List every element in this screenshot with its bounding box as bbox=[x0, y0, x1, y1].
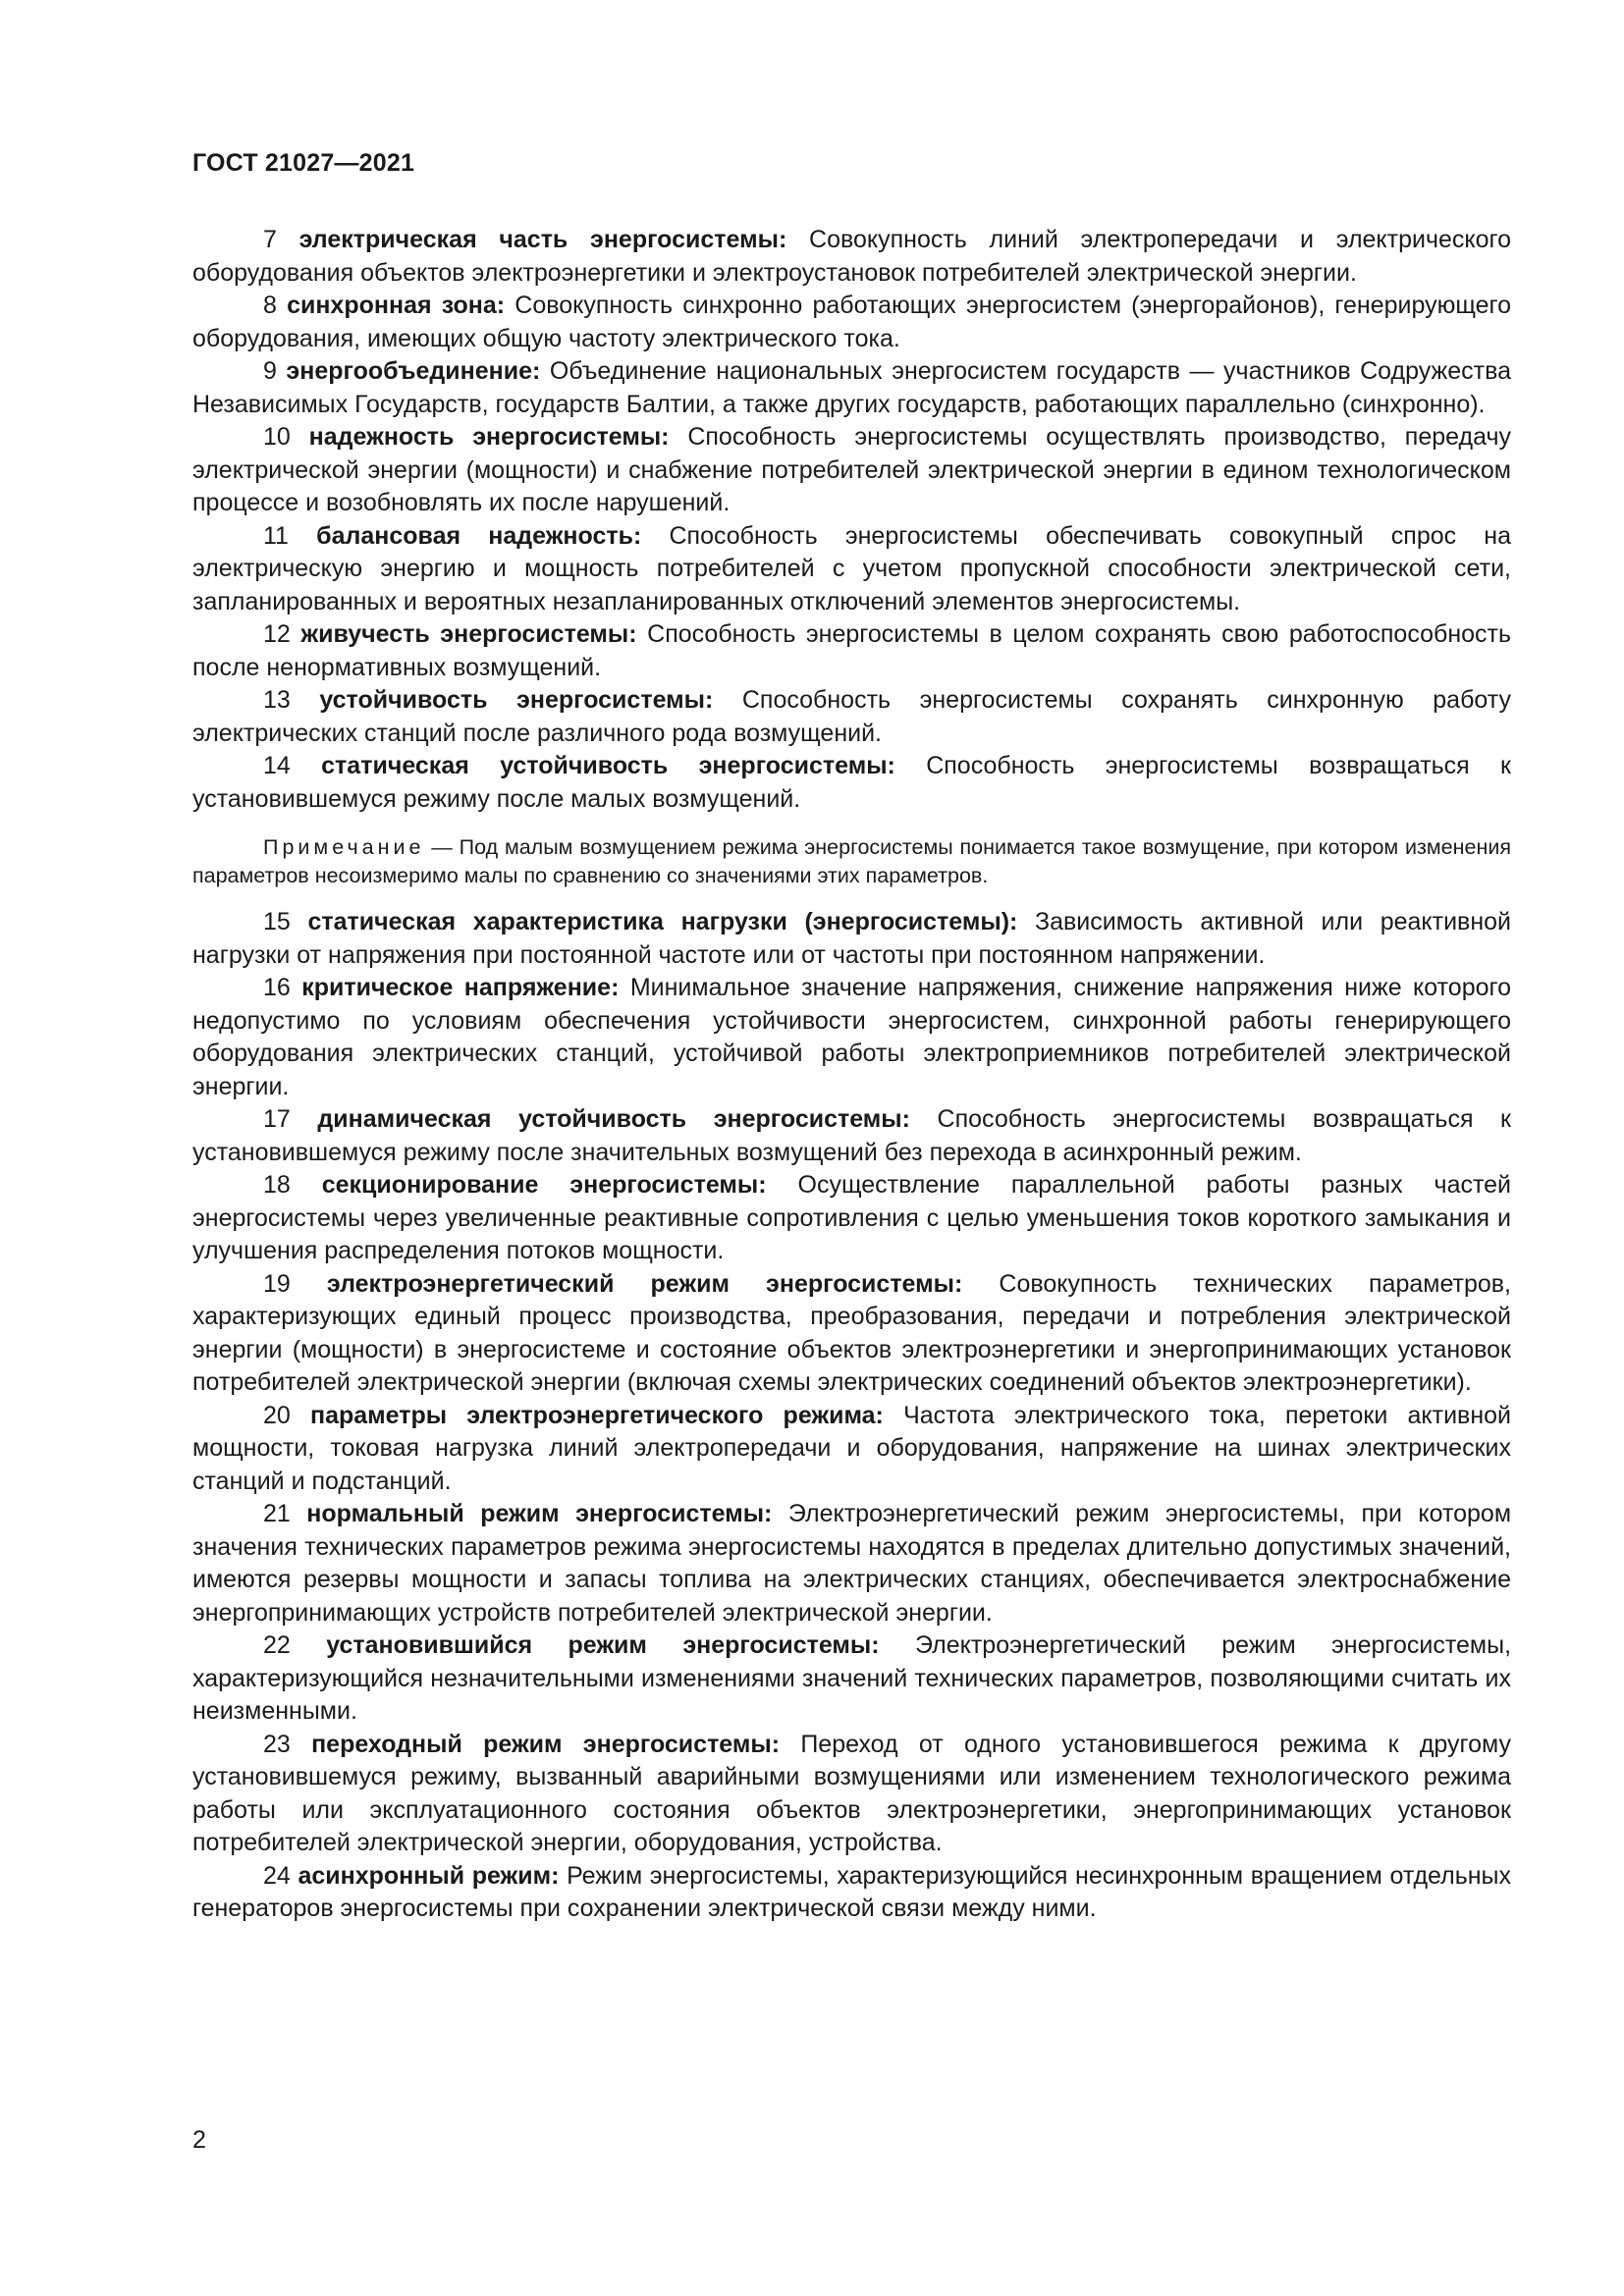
term-definition: Частота электрического тока, перетоки активной мощности, токовая нагрузка линий электропередачи и оборудования, напряжение на шинах электрических станций и подстанций. bbox=[192, 1401, 1512, 1495]
term-name: установившийся режим энергосистемы: bbox=[326, 1631, 880, 1659]
term-name: секционирование энергосистемы: bbox=[321, 1171, 767, 1199]
term-definition: Электроэнергетический режим энергосистемы, при котором значения технических параметров режима энергосистемы находятся в пределах длительно допустимых значений, имеются резервы мощности и запасы топлива на электрических станциях, обеспечивается электроснабжение энергопринимающих устройств потребителей электрической энергии. bbox=[192, 1500, 1512, 1627]
term-24 bbox=[192, 1860, 1511, 1926]
term-number: 13 bbox=[263, 686, 291, 714]
term-19 bbox=[192, 1268, 1511, 1400]
term-definition: Минимальное значение напряжения, снижение напряжения ниже которого недопустимо по условиям обеспечения устойчивости энергосистем, синхронной работы генерирующего оборудования электрических станций, устойчивой работы электроприемников потребителей электрической энергии. bbox=[192, 974, 1511, 1100]
term-number: 21 bbox=[263, 1500, 291, 1527]
page-number: 2 bbox=[192, 2126, 206, 2154]
term-number: 8 bbox=[263, 292, 277, 319]
page-header-standard-id: ГОСТ 21027—2021 bbox=[192, 149, 415, 177]
term-number: 9 bbox=[263, 357, 277, 385]
term-number: 17 bbox=[263, 1105, 291, 1133]
term-number: 20 bbox=[263, 1401, 291, 1429]
term-name: асинхронный режим: bbox=[298, 1861, 560, 1890]
term-name: энергообъединение: bbox=[286, 357, 541, 385]
term-8 bbox=[192, 290, 1511, 355]
term-definition: Способность энергосистемы в целом сохранять свою работоспособность после ненормативных возмущений. bbox=[192, 620, 1512, 681]
term-number: 23 bbox=[263, 1730, 291, 1758]
term-definition: Зависимость активной или реактивной нагрузки от напряжения при постоянной частоте или от частоты при постоянном напряжении. bbox=[192, 908, 1511, 969]
note-text: — Под малым возмущением режима энергосистемы понимается такое возмущение, при котором изменения параметров несоизмеримо малы по сравнению со значениями этих параметров. bbox=[192, 835, 1511, 887]
term-21 bbox=[192, 1498, 1511, 1629]
term-name: критическое напряжение: bbox=[301, 974, 620, 1001]
term-number: 10 bbox=[263, 423, 291, 451]
term-13 bbox=[192, 684, 1511, 750]
term-name: электрическая часть энергосистемы: bbox=[298, 226, 787, 253]
term-name: электроэнергетический режим энергосистемы: bbox=[326, 1269, 963, 1298]
term-22 bbox=[192, 1629, 1511, 1729]
term-10 bbox=[192, 421, 1511, 520]
term-definition: Способность энергосистемы сохранять синхронную работу электрических станций после различного рода возмущений. bbox=[192, 686, 1511, 747]
term-definition: Осуществление параллельной работы разных частей энергосистемы через увеличенные реактивные сопротивления с целью уменьшения токов короткого замыкания и улучшения распределения потоков мощности. bbox=[192, 1171, 1512, 1264]
term-name: живучесть энергосистемы: bbox=[300, 620, 637, 648]
term-14 bbox=[192, 750, 1511, 816]
term-17 bbox=[192, 1103, 1511, 1169]
term-23 bbox=[192, 1729, 1511, 1860]
term-definition: Переход от одного установившегося режима к другому установившемуся режиму, вызванный аварийными возмущениями или изменением технологического режима работы или эксплуатационного состояния объектов электроэнергетики, энергопринимающих установок потребителей электрической энергии, оборудования, устройства. bbox=[192, 1730, 1511, 1856]
note-label: Примечание bbox=[263, 835, 425, 859]
term-number: 22 bbox=[263, 1631, 291, 1659]
term-7 bbox=[192, 224, 1511, 290]
term-name: статическая характеристика нагрузки (энергосистемы): bbox=[307, 908, 1018, 935]
term-definition: Способность энергосистемы возвращаться к установившемуся режиму после значительных возмущений без перехода в асинхронный режим. bbox=[192, 1105, 1511, 1166]
term-number: 12 bbox=[263, 620, 291, 648]
term-definition: Электроэнергетический режим энергосистемы, характеризующийся незначительными изменениями значений технических параметров, позволяющими считать их неизменными. bbox=[192, 1631, 1512, 1725]
terms-content bbox=[192, 224, 1511, 1926]
term-definition: Совокупность синхронно работающих энергосистем (энергорайонов), генерирующего оборудования, имеющих общую частоту электрического тока. bbox=[192, 292, 1511, 352]
term-definition: Способность энергосистемы обеспечивать совокупный спрос на электрическую энергию и мощность потребителей с учетом пропускной способности электрической сети, запланированных и вероятных незапланированных отключений элементов энергосистемы. bbox=[192, 521, 1512, 615]
term-9 bbox=[192, 355, 1511, 421]
term-number: 16 bbox=[263, 974, 291, 1001]
term-number: 14 bbox=[263, 752, 291, 779]
term-name: параметры электроэнергетического режима: bbox=[310, 1401, 884, 1429]
term-definition: Совокупность линий электропередачи и электрического оборудования объектов электроэнергетики и электроустановок потребителей электрической энергии. bbox=[192, 226, 1511, 287]
term-definition: Способность энергосистемы осуществлять производство, передачу электрической энергии (мощности) и снабжение потребителей электрической энергии в едином технологическом процессе и возобновлять их после нарушений. bbox=[192, 423, 1511, 516]
term-name: переходный режим энергосистемы: bbox=[311, 1730, 781, 1758]
term-11 bbox=[192, 520, 1511, 619]
term-number: 24 bbox=[263, 1861, 291, 1890]
term-definition: Совокупность технических параметров, характеризующих единый процесс производства, преобразования, передачи и потребления электрической энергии (мощности) в энергосистеме и состояние объектов электроэнергетики и энергопринимающих установок потребителей электрической энергии (включая схемы электрических соединений объектов электроэнергетики). bbox=[192, 1269, 1511, 1396]
term-12 bbox=[192, 618, 1511, 684]
term-number: 19 bbox=[263, 1269, 291, 1298]
term-name: динамическая устойчивость энергосистемы: bbox=[317, 1105, 910, 1133]
term-15 bbox=[192, 906, 1511, 972]
term-definition: Способность энергосистемы возвращаться к установившемуся режиму после малых возмущений. bbox=[192, 752, 1511, 813]
term-name: нормальный режим энергосистемы: bbox=[306, 1500, 773, 1527]
term-number: 15 bbox=[263, 908, 291, 935]
term-name: синхронная зона: bbox=[287, 292, 506, 319]
term-name: статическая устойчивость энергосистемы: bbox=[321, 752, 895, 779]
term-definition: Режим энергосистемы, характеризующийся несинхронным вращением отдельных генераторов энергосистемы при сохранении электрической связи между ними. bbox=[192, 1861, 1511, 1922]
term-16 bbox=[192, 972, 1511, 1103]
term-definition: Объединение национальных энергосистем государств — участников Содружества Независимых Государств, государств Балтии, а также других государств, работающих параллельно (синхронно). bbox=[192, 357, 1511, 418]
term-name: балансовая надежность: bbox=[316, 521, 642, 550]
term-number: 7 bbox=[263, 226, 277, 253]
term-number: 11 bbox=[263, 521, 289, 550]
term-name: устойчивость энергосистемы: bbox=[319, 686, 714, 714]
term-20 bbox=[192, 1400, 1511, 1499]
term-name: надежность энергосистемы: bbox=[308, 423, 670, 451]
term-18 bbox=[192, 1169, 1511, 1268]
term-number: 18 bbox=[263, 1171, 291, 1199]
note bbox=[192, 833, 1511, 890]
